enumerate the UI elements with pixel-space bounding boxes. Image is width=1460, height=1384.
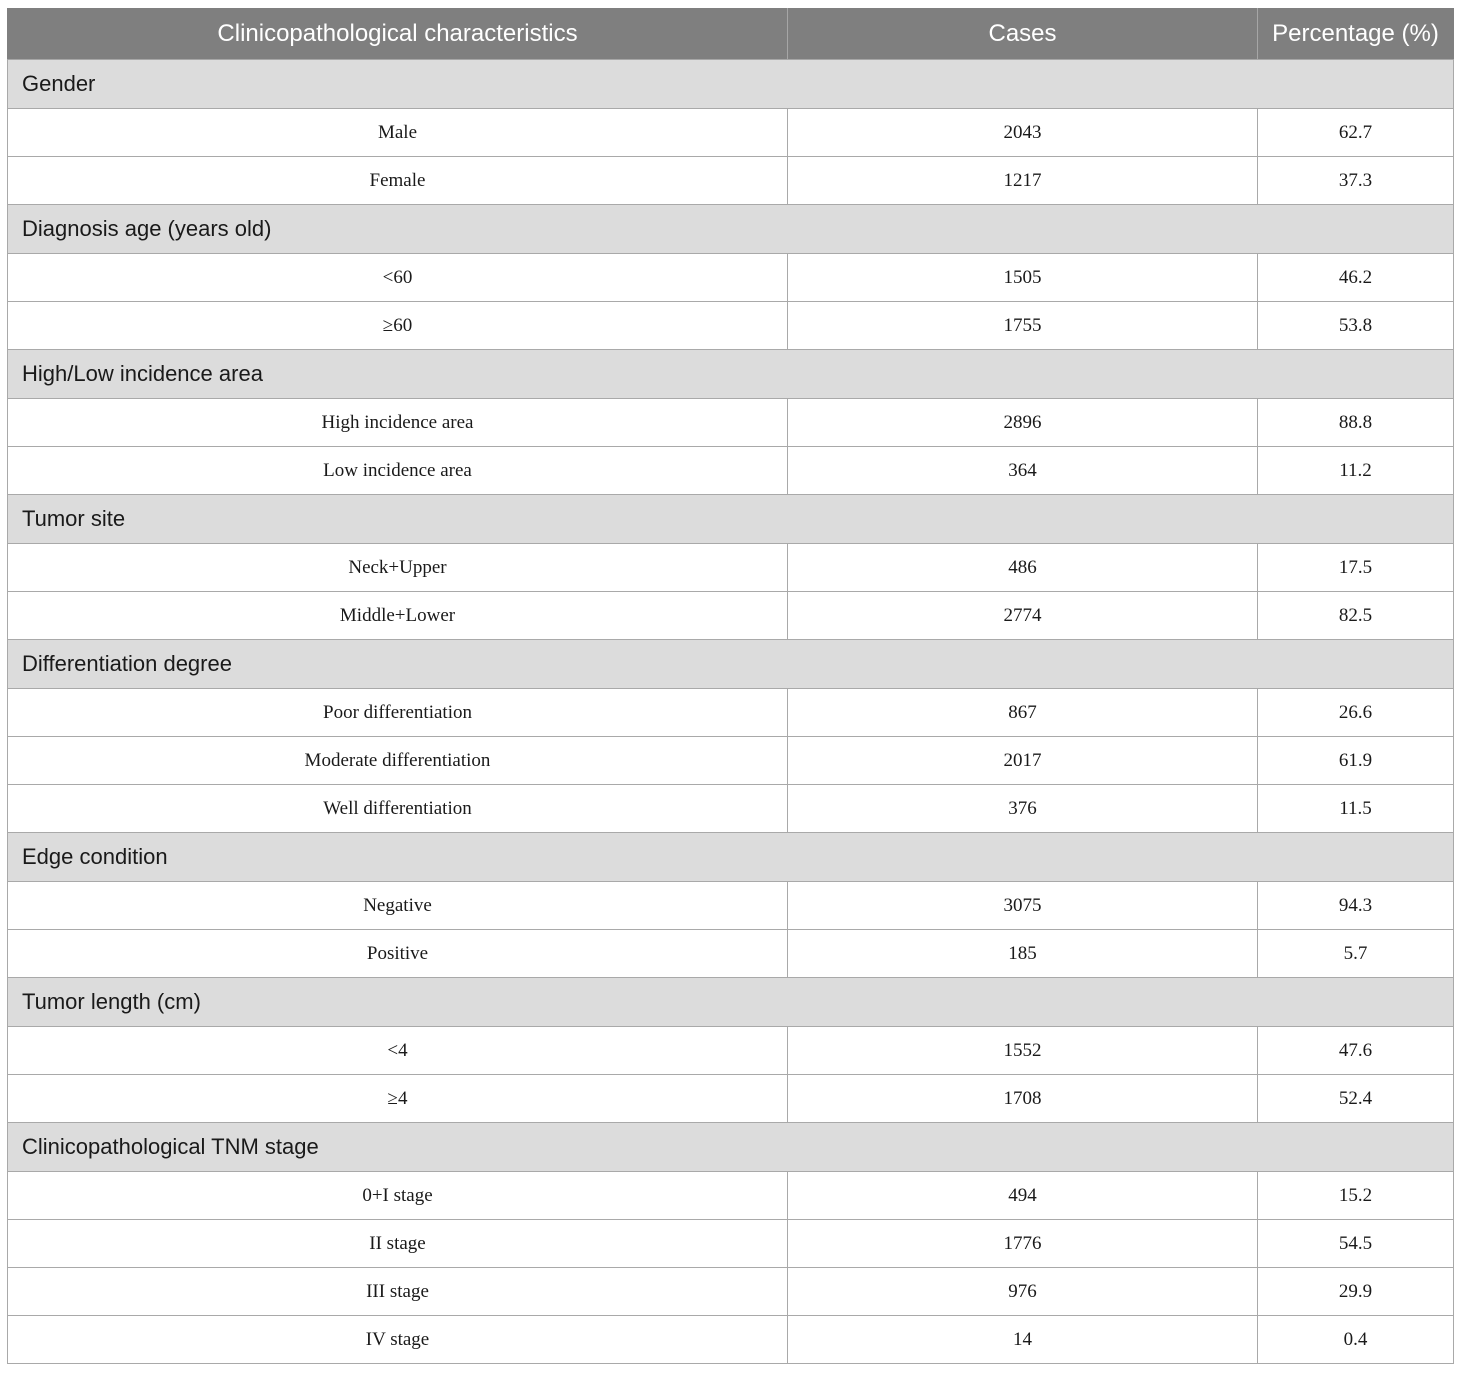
row-label-cell: High incidence area <box>8 399 788 447</box>
row-label-cell: Male <box>8 109 788 157</box>
table-row <box>8 1075 1454 1123</box>
cases-cell: 364 <box>788 447 1258 495</box>
percentage-cell: 15.2 <box>1258 1172 1454 1220</box>
group-row <box>8 640 1454 689</box>
cases-cell: 494 <box>788 1172 1258 1220</box>
percentage-cell: 11.5 <box>1258 785 1454 833</box>
group-title: Diagnosis age (years old) <box>8 205 1454 254</box>
group-title: Differentiation degree <box>8 640 1454 689</box>
cases-cell: 976 <box>788 1268 1258 1316</box>
table-row <box>8 689 1454 737</box>
percentage-cell: 37.3 <box>1258 157 1454 205</box>
group-title: Tumor site <box>8 495 1454 544</box>
percentage-cell: 46.2 <box>1258 254 1454 302</box>
row-label-cell: Positive <box>8 930 788 978</box>
cases-cell: 14 <box>788 1316 1258 1364</box>
table-row <box>8 1027 1454 1075</box>
group-title: Gender <box>8 60 1454 109</box>
cases-cell: 1776 <box>788 1220 1258 1268</box>
header-cases: Cases <box>788 9 1258 60</box>
cases-cell: 185 <box>788 930 1258 978</box>
percentage-cell: 82.5 <box>1258 592 1454 640</box>
cases-cell: 1552 <box>788 1027 1258 1075</box>
percentage-cell: 53.8 <box>1258 302 1454 350</box>
row-label-cell: <4 <box>8 1027 788 1075</box>
table-row <box>8 1316 1454 1364</box>
percentage-cell: 62.7 <box>1258 109 1454 157</box>
characteristics-table-container <box>7 8 1453 1364</box>
table-row <box>8 544 1454 592</box>
cases-cell: 1755 <box>788 302 1258 350</box>
cases-cell: 2043 <box>788 109 1258 157</box>
group-row <box>8 833 1454 882</box>
percentage-cell: 0.4 <box>1258 1316 1454 1364</box>
table-row <box>8 882 1454 930</box>
row-label-cell: Well differentiation <box>8 785 788 833</box>
percentage-cell: 94.3 <box>1258 882 1454 930</box>
cases-cell: 2017 <box>788 737 1258 785</box>
table-row <box>8 254 1454 302</box>
table-row <box>8 1268 1454 1316</box>
row-label-cell: Low incidence area <box>8 447 788 495</box>
percentage-cell: 29.9 <box>1258 1268 1454 1316</box>
group-title: Edge condition <box>8 833 1454 882</box>
cases-cell: 376 <box>788 785 1258 833</box>
group-row <box>8 978 1454 1027</box>
cases-cell: 867 <box>788 689 1258 737</box>
cases-cell: 1505 <box>788 254 1258 302</box>
group-row <box>8 495 1454 544</box>
row-label-cell: IV stage <box>8 1316 788 1364</box>
group-row <box>8 60 1454 109</box>
header-characteristics: Clinicopathological characteristics <box>8 9 788 60</box>
table-row <box>8 1220 1454 1268</box>
percentage-cell: 52.4 <box>1258 1075 1454 1123</box>
table-row <box>8 1172 1454 1220</box>
characteristics-table <box>7 8 1454 1364</box>
group-title: High/Low incidence area <box>8 350 1454 399</box>
row-label-cell: Negative <box>8 882 788 930</box>
group-title: Clinicopathological TNM stage <box>8 1123 1454 1172</box>
row-label-cell: ≥60 <box>8 302 788 350</box>
group-row <box>8 350 1454 399</box>
row-label-cell: Middle+Lower <box>8 592 788 640</box>
row-label-cell: Female <box>8 157 788 205</box>
row-label-cell: 0+I stage <box>8 1172 788 1220</box>
cases-cell: 2896 <box>788 399 1258 447</box>
header-row <box>8 9 1454 60</box>
row-label-cell: ≥4 <box>8 1075 788 1123</box>
percentage-cell: 88.8 <box>1258 399 1454 447</box>
percentage-cell: 11.2 <box>1258 447 1454 495</box>
table-row <box>8 157 1454 205</box>
cases-cell: 1708 <box>788 1075 1258 1123</box>
table-body <box>8 60 1454 1364</box>
table-row <box>8 785 1454 833</box>
group-row <box>8 1123 1454 1172</box>
percentage-cell: 47.6 <box>1258 1027 1454 1075</box>
cases-cell: 1217 <box>788 157 1258 205</box>
percentage-cell: 54.5 <box>1258 1220 1454 1268</box>
percentage-cell: 26.6 <box>1258 689 1454 737</box>
table-row <box>8 737 1454 785</box>
group-row <box>8 205 1454 254</box>
row-label-cell: Moderate differentiation <box>8 737 788 785</box>
table-row <box>8 592 1454 640</box>
table-row <box>8 447 1454 495</box>
row-label-cell: II stage <box>8 1220 788 1268</box>
table-row <box>8 930 1454 978</box>
table-row <box>8 109 1454 157</box>
row-label-cell: III stage <box>8 1268 788 1316</box>
row-label-cell: Poor differentiation <box>8 689 788 737</box>
table-row <box>8 302 1454 350</box>
percentage-cell: 61.9 <box>1258 737 1454 785</box>
cases-cell: 2774 <box>788 592 1258 640</box>
percentage-cell: 5.7 <box>1258 930 1454 978</box>
cases-cell: 486 <box>788 544 1258 592</box>
cases-cell: 3075 <box>788 882 1258 930</box>
row-label-cell: <60 <box>8 254 788 302</box>
percentage-cell: 17.5 <box>1258 544 1454 592</box>
table-row <box>8 399 1454 447</box>
row-label-cell: Neck+Upper <box>8 544 788 592</box>
header-percentage: Percentage (%) <box>1258 9 1454 60</box>
table-header <box>8 9 1454 60</box>
group-title: Tumor length (cm) <box>8 978 1454 1027</box>
